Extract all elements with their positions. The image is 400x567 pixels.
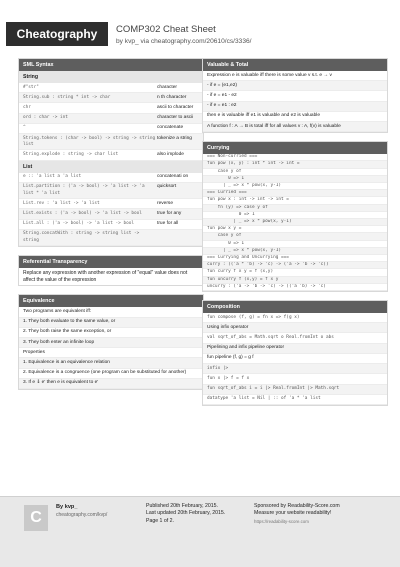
card-title: Composition [203,301,387,313]
list-table [19,173,203,247]
subsection-title: String [19,71,203,83]
description-cell: true for all [157,221,179,227]
table-row [19,134,203,150]
equivalence-lines [19,307,203,389]
text-line: Pipelining and infix pipeline operator [203,344,387,354]
text-line: val sqrt_of_abs = Math.sqrt o Real.fromInt o abs [203,333,387,343]
valuable-total-card [202,58,388,133]
code-line: uncurry : ('a -> 'b -> 'c) -> (('a 'b) -> 'c) [203,284,387,291]
sponsor-info [254,503,340,525]
code-cell: String.concatWith : string -> string list -> string [23,231,140,243]
text-line: - if e = e1 : e2 [203,102,387,112]
code-cell: ord : char -> int [23,115,68,121]
sponsor-url[interactable]: https://readability-score.com [254,518,309,524]
author-link[interactable]: cheatography.com/kvp/ [56,512,108,518]
code-cell: chr [23,104,31,110]
text-line: fun compose (f, g) = fn x => f(g x) [203,313,387,323]
code-line: fun pow x : int -> int -> int = [203,197,387,204]
text-line: Two programs are equivalent iff: [19,307,203,317]
code-line: 0 => 1 [203,241,387,248]
code-line: | _ => x * pow(x, y-1) [203,219,387,226]
cheatography-logo[interactable]: Cheatography [6,22,108,46]
code-cell: List.partition : ('a -> bool) -> 'a list -> 'a list * 'a list [23,184,145,196]
code-line: 0 => 1 [203,176,387,183]
sponsor-tagline: Measure your website readability! [254,510,332,517]
description-cell [157,231,199,243]
table-row [19,183,203,199]
code-line: fun uncurry f (x,y) = f x y [203,277,387,284]
description-cell: character [157,84,177,90]
text-line: 2. Equivalence is a congruence (one program can be substituted for another) [19,369,203,379]
code-line: curry : (('a * 'b) -> 'c) -> ('a -> 'b -> 'c)) [203,262,387,269]
table-row [19,114,203,124]
code-cell: List.rev : 'a list -> 'a list [23,200,100,206]
page-count: Page 1 of 2. [146,517,174,524]
text-line: fun x |> f = f x [203,374,387,384]
publish-info [146,503,225,525]
text-line: - if e = (e1,e2) [203,81,387,91]
equivalence-card [18,294,204,390]
composition-card [202,300,388,406]
text-line: 3. They both enter an infinite loop [19,338,203,348]
code-line: === Currying and Uncurrying === [203,255,387,262]
code-cell: String.explode : string -> char list [23,151,119,157]
card-title: Valuable & Total [203,59,387,71]
code-cell: e :: 'a list a 'a list [23,174,82,180]
header [0,0,400,50]
code-line: | _ => x * pow(x, y-1) [203,248,387,255]
text-line: 1. They both evaluate to the same value, or [19,318,203,328]
text-line: datatype 'a list = Nil | :: of 'a * 'a list [203,395,387,405]
table-row [19,230,203,246]
description-cell: true for any [157,210,182,216]
code-line: case y of [203,233,387,240]
table-row [19,103,203,113]
description-cell: concatenate [157,125,184,131]
subsection-title: List [19,161,203,173]
code-cell: List.all : ('a -> bool) -> 'a list -> bool [23,221,135,227]
card-text: Replace any expression with another expression of "equal" value does not affect the value of the expression [23,270,188,283]
code-cell: ^ [23,125,26,131]
description-cell: n th character [157,94,187,100]
description-cell: also implode [157,151,184,157]
sml-syntax-card [18,58,204,247]
description-cell: reverse [157,200,173,206]
text-line: then e is valuable iff e1 is valuable and e2 is valuable [203,112,387,122]
code-line: case y of [203,169,387,176]
text-line: Using infix operator [203,323,387,333]
text-line: fun sqrt_of_abs i = i |> Real.fromInt |> Math.sqrt [203,385,387,395]
card-title: Referential Transparency [19,256,203,268]
code-cell: String.tokens : (char -> bool) -> string -> string list [23,135,156,147]
updated-date: Last updated 20th February, 2015. [146,510,226,517]
table-row [19,220,203,230]
text-line: infix |> [203,364,387,374]
right-column [202,58,388,414]
text-line: 3. If e ⇓ e' then e is equivalent to e' [19,379,203,389]
table-row [19,124,203,134]
text-line: 2. They both raise the same exception, or [19,328,203,338]
sponsor-link[interactable]: Sponsored by Readability-Score.com [254,503,340,509]
text-line: Expression e is valuable iff there is some value v s.t. e → v [203,71,387,81]
code-line: === Curried === [203,190,387,197]
currying-card [202,141,388,292]
table-row [19,150,203,160]
code-line: fun pow x y = [203,226,387,233]
author-avatar[interactable]: C [24,505,48,531]
code-line: === Non-curried === [203,154,387,161]
page-title: COMP302 Cheat Sheet [116,24,216,35]
composition-lines [203,313,387,405]
valuable-lines [203,71,387,132]
table-row [19,209,203,219]
string-table [19,83,203,161]
description-cell: quicksort [157,184,177,190]
code-cell: List.exists : ('a -> bool) -> 'a list -> bool [23,210,142,216]
text-line: - if e = e1 - e2 [203,91,387,101]
referential-transparency-card [18,255,204,286]
table-row [19,173,203,183]
text-line: Properties [19,348,203,358]
footer [0,496,400,567]
table-row [19,93,203,103]
currying-code [203,154,387,291]
card-title: Currying [203,142,387,154]
card-title: SML Syntax [19,59,203,71]
code-line: 0 => 1 [203,212,387,219]
byline-link[interactable]: by kvp_ via cheatography.com/20610/cs/3336/ [116,38,252,45]
published-date: Published 20th February, 2015. [146,503,218,509]
code-line: | _ => x * pow(x, y-1) [203,183,387,190]
code-cell: String.sub : string * int -> char [23,94,111,100]
table-row [19,199,203,209]
description-cell: concatenati on [157,174,189,180]
author-name[interactable]: By kvp_ [56,504,78,510]
text-line: fun pipeline (f, g) = g f [203,354,387,364]
code-cell: #"str" [23,84,39,90]
code-line: fn (y) => case y of [203,205,387,212]
description-cell: character to ascii [157,115,194,121]
text-line: A function f : A → B is total iff for all values v : A, f(v) is valuable [203,122,387,132]
table-row [19,83,203,93]
left-column [18,58,204,398]
description-cell: tokenize a string [157,135,192,141]
code-line: fun curry f x y = f (x,y) [203,269,387,276]
card-title: Equivalence [19,295,203,307]
code-line: fun pow (x, y) : int * int -> int = [203,161,387,168]
text-line: 1. Equivalence is an equivalence relation [19,358,203,368]
description-cell: ascii to character [157,104,194,110]
